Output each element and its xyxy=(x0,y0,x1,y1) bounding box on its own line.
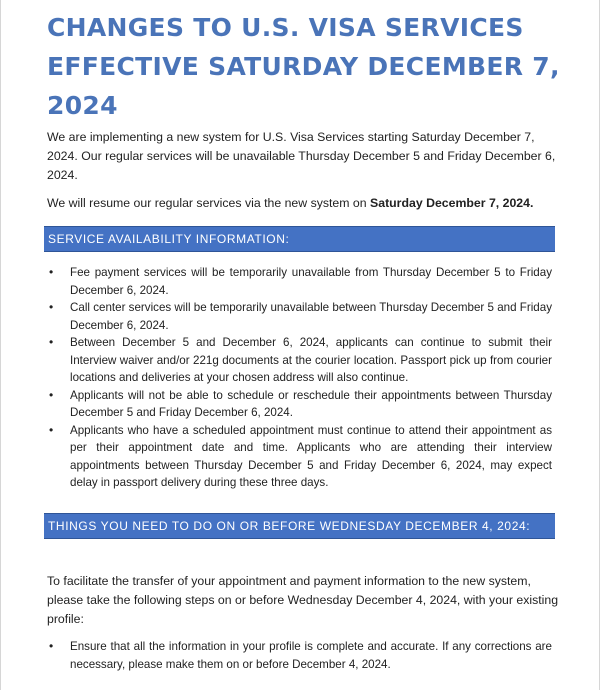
page-title: CHANGES TO U.S. VISA SERVICES EFFECTIVE SATURDAY DECEMBER 7, 2024 xyxy=(47,13,560,120)
bullet-icon: • xyxy=(49,265,54,279)
list-item xyxy=(47,334,552,387)
intro-paragraph: We are implementing a new system for U.S. Visa Services starting Saturday December 7, 2024. Our regular services will be unavailable Thursday December 5 and Friday December 6, 2024. xyxy=(47,130,556,182)
bullet-icon: • xyxy=(49,300,54,314)
list-item-text: Between December 5 and December 6, 2024, applicants can continue to submit their Interview waiver and/or 221g documents at the courier location. Passport pick up from courier locations and deliveries at your chosen address will also continue. xyxy=(70,336,552,384)
list-item-text: Ensure that all the information in your profile is complete and accurate. If any corrections are necessary, please make them on or before December 4, 2024. xyxy=(70,640,552,671)
list-item xyxy=(47,299,552,334)
section-heading-availability: SERVICE AVAILABILITY INFORMATION: xyxy=(44,226,555,252)
resume-date: Saturday December 7, 2024. xyxy=(370,196,534,210)
todo-list xyxy=(47,638,552,673)
section-heading-todo: THINGS YOU NEED TO DO ON OR BEFORE WEDNESDAY DECEMBER 4, 2024: xyxy=(44,513,555,539)
resume-text: We will resume our regular services via the new system on xyxy=(47,196,371,210)
bullet-icon: • xyxy=(49,387,54,402)
todo-intro-paragraph: To facilitate the transfer of your appointment and payment information to the new system, please take the following steps on or before Wednesday December 4, 2024, with your existing profile: xyxy=(47,574,559,626)
list-item-text: Applicants will not be able to schedule or reschedule their appointments between Thursday December 5 and Friday December 6, 2024. xyxy=(70,388,552,419)
bullet-icon: • xyxy=(49,639,54,653)
list-item-text: Fee payment services will be temporarily unavailable from Thursday December 5 to Friday December 6, 2024. xyxy=(70,266,552,297)
resume-paragraph xyxy=(47,194,562,213)
list-item xyxy=(47,638,552,673)
list-item xyxy=(47,264,552,299)
list-item-text: Call center services will be temporarily unavailable between Thursday December 5 and Friday December 6, 2024. xyxy=(70,301,552,332)
list-item xyxy=(47,387,552,422)
availability-list xyxy=(47,264,552,492)
bullet-icon: • xyxy=(49,335,54,349)
bullet-icon: • xyxy=(49,422,54,437)
list-item-text: Applicants who have a scheduled appointment must continue to attend their appointment as per their appointment date and time. Applicants who are attending their interview appointments between Thursday December 5 and Friday December 6, 2024, may expect delay in passport delivery during these three days. xyxy=(70,423,552,489)
list-item xyxy=(47,422,552,492)
